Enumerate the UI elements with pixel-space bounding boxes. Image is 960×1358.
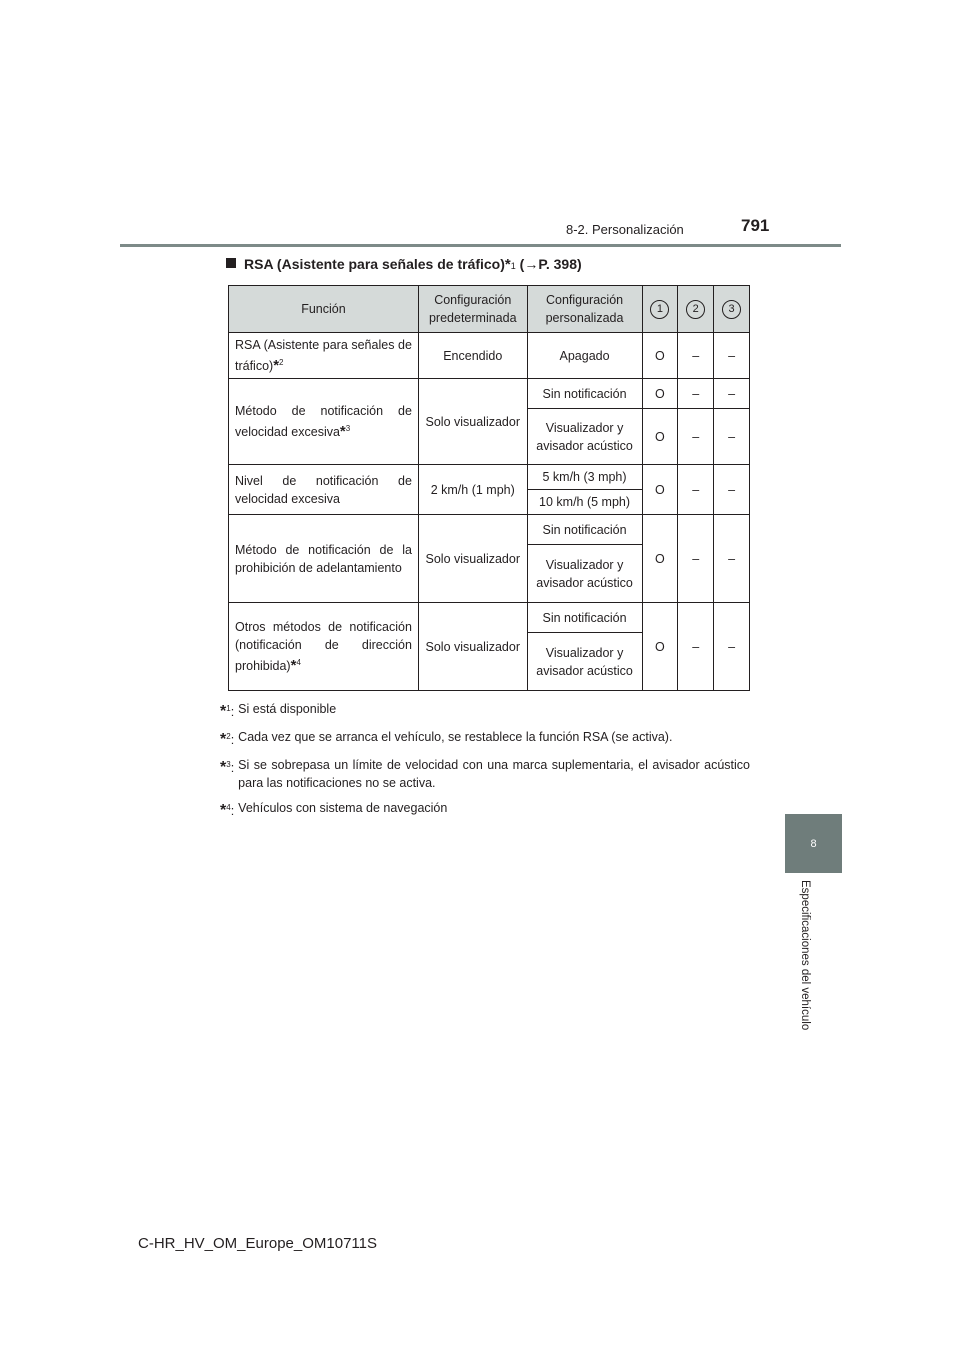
footer-doc-id: C-HR_HV_OM_Europe_OM10711S — [138, 1235, 377, 1252]
row-function — [229, 603, 419, 691]
row-custom: Visualizador y avisador acústico — [527, 545, 642, 603]
row-col-3: – — [714, 465, 750, 515]
row-col-1: O — [642, 379, 678, 409]
footnote-asterisk: * — [290, 657, 297, 675]
footnote-number: 1 — [226, 704, 231, 713]
row-col-2: – — [678, 333, 714, 379]
header-custom: Configuración personalizada — [527, 286, 642, 333]
footnote-number: 4 — [226, 803, 231, 813]
row-custom: Sin notificación — [527, 515, 642, 545]
chapter-label: Especificaciones del vehículo — [799, 880, 811, 1031]
row-footnote: 4 — [296, 658, 301, 668]
row-col-3: – — [714, 333, 750, 379]
page-reference-link[interactable]: (→P. 398) — [519, 256, 582, 272]
footnote-text: Vehículos con sistema de navegación — [238, 801, 448, 816]
square-bullet-icon — [226, 258, 236, 268]
header-function: Función — [229, 286, 419, 333]
footnote-asterisk: * — [273, 357, 280, 375]
footnote-number: 3 — [226, 760, 231, 770]
row-col-1: O — [642, 465, 678, 515]
row-custom: 10 km/h (5 mph) — [527, 490, 642, 515]
row-col-2: – — [678, 379, 714, 409]
table-row — [229, 515, 750, 545]
row-default: 2 km/h (1 mph) — [418, 465, 527, 515]
chapter-number: 8 — [810, 837, 817, 850]
table-header-row — [229, 286, 750, 333]
footnote-text: Si se sobrepasa un límite de velocidad con una marca suplementaria, el avisador acústico para las notificaciones no se activa. — [238, 758, 750, 791]
header-section-title: 8-2. Personalización — [566, 222, 684, 237]
table-row — [229, 333, 750, 379]
circled-number-2: 2 — [686, 300, 705, 319]
row-custom: Visualizador y avisador acústico — [527, 633, 642, 691]
row-col-1: O — [642, 333, 678, 379]
row-custom: Apagado — [527, 333, 642, 379]
row-col-3: – — [714, 515, 750, 603]
section-title-text: RSA (Asistente para señales de tráfico) — [244, 256, 505, 272]
row-footnote: 2 — [279, 358, 284, 367]
row-col-2: – — [678, 465, 714, 515]
section-title-footnote: 1 — [510, 261, 516, 271]
row-function: Método de notificación de la prohibición de adelantamiento — [229, 515, 419, 603]
footnote-text: Cada vez que se arranca el vehículo, se restablece la función RSA (se activa). — [238, 730, 673, 745]
row-custom: Sin notificación — [527, 603, 642, 633]
header-col-2 — [678, 286, 714, 333]
row-col-2: – — [678, 603, 714, 691]
row-custom: Sin notificación — [527, 379, 642, 409]
footnote-item — [220, 756, 750, 792]
row-default: Solo visualizador — [418, 603, 527, 691]
table-row — [229, 465, 750, 490]
row-default: Solo visualizador — [418, 515, 527, 603]
row-default: Solo visualizador — [418, 379, 527, 465]
row-function-text: RSA (Asistente para señales de tráfico) — [235, 338, 412, 374]
footnote-item — [220, 700, 750, 721]
footnote-item — [220, 799, 750, 820]
page-number: 791 — [741, 216, 770, 235]
row-custom: Visualizador y avisador acústico — [527, 409, 642, 465]
table-row — [229, 603, 750, 633]
footnote-mark: *$^1$: — [220, 703, 235, 721]
row-col-3: – — [714, 409, 750, 465]
header-rule — [120, 244, 841, 247]
row-col-1: O — [642, 603, 678, 691]
row-footnote: 3 — [345, 424, 351, 434]
row-function — [229, 333, 419, 379]
row-col-3: – — [714, 379, 750, 409]
row-col-2: – — [678, 409, 714, 465]
settings-table — [228, 285, 750, 691]
row-col-1: O — [642, 515, 678, 603]
footnote-item — [220, 728, 750, 749]
header-default: Configuración predeterminada — [418, 286, 527, 333]
row-col-3: – — [714, 603, 750, 691]
footnote-mark: *$^2$: — [220, 731, 235, 749]
table-row — [229, 379, 750, 409]
row-col-1: O — [642, 409, 678, 465]
row-col-2: – — [678, 515, 714, 603]
chapter-tab[interactable] — [785, 814, 842, 873]
row-function-text: Otros métodos de notificación (notificación de dirección prohibida) — [235, 620, 412, 674]
row-custom: 5 km/h (3 mph) — [527, 465, 642, 490]
footnote-mark: *$^3$: — [220, 759, 235, 777]
footnote-number: 2 — [226, 732, 231, 742]
footnote-asterisk: * — [339, 423, 346, 441]
section-title — [226, 256, 582, 273]
circled-number-3: 3 — [722, 300, 741, 319]
footnotes — [220, 700, 750, 827]
footnote-mark: *$^4$: — [220, 802, 235, 820]
row-function — [229, 379, 419, 465]
footnote-asterisk: * — [504, 256, 511, 273]
row-function: Nivel de notificación de velocidad excesiva — [229, 465, 419, 515]
circled-number-1: 1 — [650, 300, 669, 319]
footnote-text: Si está disponible — [238, 702, 337, 716]
header-col-3 — [714, 286, 750, 333]
header-col-1 — [642, 286, 678, 333]
row-function-text: Método de notificación de velocidad excesiva — [235, 404, 412, 440]
row-default: Encendido — [418, 333, 527, 379]
